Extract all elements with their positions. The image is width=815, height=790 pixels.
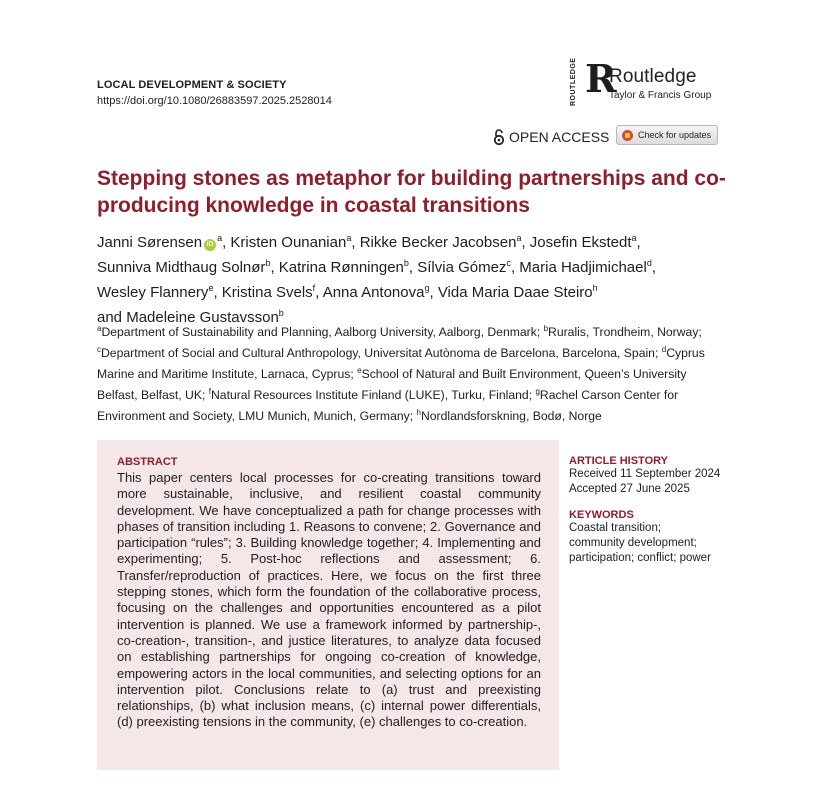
author-affiliation-mark: h xyxy=(592,283,598,293)
author-affiliation-mark: a xyxy=(217,233,223,243)
affiliation: Department of Sustainability and Planning, Aalborg University, Aalborg, Denmark; xyxy=(101,325,544,340)
doi-link[interactable]: https://doi.org/10.1080/26883597.2025.2528014 xyxy=(97,95,332,107)
publisher-subtitle: Taylor & Francis Group xyxy=(609,90,712,101)
author: Anna Antonova xyxy=(322,284,425,301)
author-affiliation-mark: b xyxy=(265,258,271,268)
abstract-text: This paper centers local processes for co-creating transitions toward more sustainable, inclusive, and resilient coastal community development. We have conceptualized a path for change processes with phases of transition including 1. Reasons to convene; 2. Governance and participation “rules”; 3. Building knowledge together; 4. Implementing and experimenting; 5. Post-hoc reflections and assessment; 6. Transfer/reproduction of practices. Here, we focus on the first three stepping stones, which form the foundation of the collaborative process, focusing on the challenges and opportunities encountered as a pilot intervention is planned. We use a framework informed by partnership-, co-creation-, transition-, and justice literatures, to analyze data focused on establishing partnerships for ongoing co-creation of knowledge, empowering actors in the local communities, and selecting options for an intervention pilot. Conclusions relate to (a) trust and preexisting relationships, (b) what inclusion means, (c) internal power differentials, (d) preexisting tensions in the community, (e) challenges to co-creation. xyxy=(117,470,541,730)
affiliation: Nordlandsforskning, Bodø, Norge xyxy=(420,409,602,424)
affiliation-mark: b xyxy=(543,324,549,333)
affiliation: Cyprus Marine and Maritime Institute, Larnaca, Cyprus; xyxy=(97,346,705,382)
open-lock-icon xyxy=(493,129,505,145)
journal-name: LOCAL DEVELOPMENT & SOCIETY xyxy=(97,79,287,91)
author: Josefin Ekstedt xyxy=(529,234,632,251)
keywords-heading: KEYWORDS xyxy=(569,509,634,521)
author: Katrina Rønningen xyxy=(278,259,404,276)
author-affiliation-mark: c xyxy=(506,258,511,268)
article-title: Stepping stones as metaphor for building partnerships and co-producing knowledge in coastal transitions xyxy=(97,167,726,217)
publisher-name: Routledge xyxy=(609,66,697,87)
received-date: Received 11 September 2024 xyxy=(569,468,721,480)
author-affiliation-mark: a xyxy=(516,233,522,243)
author-affiliation-mark: e xyxy=(208,283,214,293)
author: Rikke Becker Jacobsen xyxy=(359,234,517,251)
orcid-icon[interactable]: iD xyxy=(204,239,216,251)
author: Kristen Ounanian xyxy=(230,234,347,251)
author-affiliation-mark: a xyxy=(346,233,352,243)
check-for-updates-button[interactable] xyxy=(616,125,718,145)
affiliation-mark: g xyxy=(535,387,540,397)
publisher-vertical-text: ROUTLEDGE xyxy=(570,57,577,106)
open-access-badge xyxy=(493,129,609,145)
author: Janni Sørensen xyxy=(97,234,203,251)
routledge-logo-icon: R xyxy=(585,56,617,101)
affiliation-mark: e xyxy=(357,366,362,376)
affiliation-mark: f xyxy=(208,387,211,397)
author: Maria Hadjimichael xyxy=(519,259,647,276)
author-affiliation-mark: b xyxy=(278,308,284,318)
affiliation-mark: h xyxy=(416,408,421,418)
author: Wesley Flannery xyxy=(97,284,209,301)
keyword-line: community development; xyxy=(569,537,697,549)
article-info-panel xyxy=(569,455,734,566)
author-affiliation-mark: g xyxy=(424,283,430,293)
authors-and: and xyxy=(97,309,123,326)
abstract-heading: ABSTRACT xyxy=(117,456,178,468)
affiliation-mark: c xyxy=(97,345,101,355)
author-list: Janni Sørensen $iD^a$, Kristen Ounanian$^a$, Rikke Becker Jacobsen$^a$, Josefin Ekstedt$^a$, Sunniva Midthaug Solnør$^b$, Katrina Rønningen$^b$, Sílvia Gómez$^c$, Maria Hadjimichael$^d$, Wesley Flannery$^e$, Kristina Svels$^f$, Anna Antonova$^g$, Vida Maria Daae Steiro$^h$ and Madeleine Gustavsson$^b$ xyxy=(97,233,657,326)
keyword-line: participation; conflict; power xyxy=(569,552,711,564)
author-affiliation-mark: a xyxy=(631,233,637,243)
affiliation-mark: d xyxy=(661,345,667,355)
affiliation-mark: a xyxy=(97,324,102,333)
accepted-date: Accepted 27 June 2025 xyxy=(569,483,690,495)
affiliation: Ruralis, Trondheim, Norway; xyxy=(548,325,702,340)
affiliations xyxy=(97,320,722,425)
crossmark-icon xyxy=(622,130,633,141)
author-affiliation-mark: f xyxy=(312,283,316,293)
check-updates-label: Check for updates xyxy=(638,130,712,140)
affiliation: Rachel Carson Center for Environment and Society, LMU Munich, Munich, Germany; xyxy=(97,388,679,424)
author-affiliation-mark: b xyxy=(403,258,409,268)
author: Sunniva Midthaug Solnør xyxy=(97,259,266,276)
author: Vida Maria Daae Steiro xyxy=(437,284,593,301)
author-affiliation-mark: d xyxy=(646,258,652,268)
author: Kristina Svels xyxy=(221,284,313,301)
affiliation: School of Natural and Built Environment, Queen’s University Belfast, Belfast, UK; xyxy=(97,367,687,403)
author: Madeleine Gustavsson xyxy=(126,309,279,326)
article-history-heading: ARTICLE HISTORY xyxy=(569,455,669,467)
abstract-box xyxy=(97,440,559,770)
open-access-label: OPEN ACCESS xyxy=(509,129,610,145)
keyword-line: Coastal transition; xyxy=(569,522,662,534)
affiliation: Department of Social and Cultural Anthropology, Universitat Autònoma de Barcelona, Barcelona, Spain; xyxy=(101,346,662,361)
affiliation: Natural Resources Institute Finland (LUKE), Turku, Finland; xyxy=(211,388,536,403)
author: Sílvia Gómez xyxy=(417,259,507,276)
